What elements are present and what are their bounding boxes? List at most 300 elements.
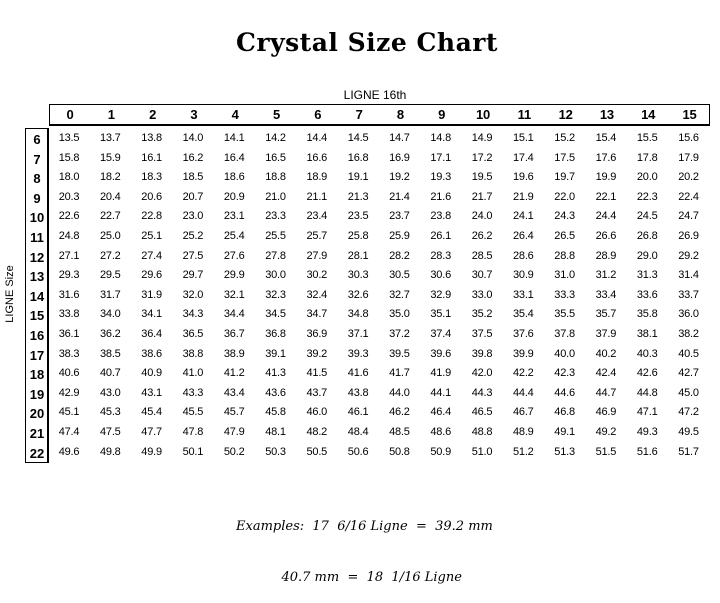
- table-cell: 27.1: [58, 249, 80, 262]
- table-cell: 48.4: [347, 426, 369, 438]
- row-header-cell: 6: [33, 132, 41, 147]
- table-cell: 18.2: [99, 171, 121, 184]
- table-cell: 31.7: [99, 288, 121, 301]
- table-cell: 21.6: [430, 190, 451, 203]
- table-cell: 19.3: [430, 171, 451, 184]
- column-header-cell: 11: [517, 107, 531, 122]
- table-cell: 20.6: [141, 190, 162, 203]
- table-cell: 23.0: [182, 210, 204, 223]
- table-cell: 22.6: [58, 210, 80, 223]
- column-header-cell: 14: [641, 107, 656, 122]
- table-cell: 27.4: [141, 249, 162, 262]
- table-cell: 43.7: [306, 386, 328, 399]
- table-cell: 45.0: [678, 386, 699, 399]
- table-cell: 28.5: [471, 249, 493, 262]
- table-cell: 50.1: [182, 445, 204, 458]
- table-cell: 49.6: [58, 445, 80, 458]
- table-cell: 16.1: [141, 151, 162, 164]
- table-cell: 17.1: [430, 151, 451, 164]
- column-header-cell: 9: [438, 107, 446, 122]
- table-cell: 47.7: [141, 426, 162, 438]
- table-cell: 27.2: [99, 249, 121, 262]
- table-cell: 51.2: [512, 445, 534, 458]
- table-cell: 40.0: [554, 347, 575, 360]
- table-cell: 25.0: [99, 230, 121, 242]
- table-cell: 22.7: [99, 210, 121, 223]
- table-cell: 43.1: [141, 386, 162, 399]
- table-cell: 41.6: [347, 367, 369, 380]
- table-cell: 31.9: [141, 288, 162, 301]
- table-cell: 25.4: [223, 230, 245, 242]
- examples-note: [236, 484, 493, 603]
- table-cell: 32.1: [223, 288, 245, 301]
- table-cell: 36.0: [678, 308, 699, 321]
- table-cell: 30.2: [306, 269, 328, 282]
- row-header-cell: 14: [29, 288, 45, 304]
- column-header-row: [49, 104, 710, 126]
- column-header-cell: 10: [475, 107, 491, 122]
- table-cell: 29.5: [99, 269, 121, 282]
- row-header-cell: 21: [29, 426, 45, 441]
- row-header-cell: 19: [29, 386, 45, 402]
- table-cell: 27.5: [182, 249, 204, 262]
- table-cell: 14.2: [265, 132, 286, 144]
- table-cell: 28.1: [347, 249, 369, 262]
- table-cell: 30.5: [389, 269, 410, 282]
- table-cell: 26.6: [595, 230, 617, 242]
- table-cell: 48.2: [306, 426, 328, 438]
- table-cell: 16.5: [265, 151, 286, 164]
- table-cell: 19.9: [595, 171, 617, 184]
- table-cell: 46.7: [512, 406, 534, 419]
- table-cell: 44.0: [389, 386, 410, 399]
- table-cell: 22.4: [678, 190, 699, 203]
- table-cell: 26.9: [678, 230, 699, 242]
- table-cell: 50.2: [223, 445, 245, 458]
- table-cell: 48.8: [471, 426, 493, 438]
- table-cell: 39.8: [471, 347, 493, 360]
- table-cell: 23.5: [347, 210, 369, 223]
- table-cell: 21.3: [347, 190, 369, 203]
- table-cell: 35.0: [389, 308, 410, 321]
- table-cell: 17.8: [636, 151, 658, 164]
- table-cell: 33.6: [636, 288, 658, 301]
- table-cell: 23.3: [265, 210, 286, 223]
- table-cell: 14.4: [306, 132, 328, 144]
- table-cell: 19.7: [554, 171, 575, 184]
- table-cell: 20.7: [182, 190, 204, 203]
- table-cell: 24.3: [554, 210, 575, 223]
- table-cell: 51.0: [471, 445, 493, 458]
- table-cell: 41.7: [389, 367, 410, 380]
- table-cell: 18.5: [182, 171, 204, 184]
- table-cell: 21.9: [512, 190, 534, 203]
- row-header-cell: 13: [29, 269, 45, 285]
- table-cell: 42.7: [678, 367, 699, 380]
- table-cell: 18.6: [223, 171, 245, 184]
- table-cell: 37.4: [430, 328, 451, 340]
- table-cell: 14.0: [182, 132, 204, 144]
- table-cell: 35.4: [512, 308, 534, 321]
- row-header-cell: 11: [30, 230, 44, 245]
- table-cell: 39.6: [430, 347, 451, 360]
- table-cell: 40.6: [58, 367, 80, 380]
- table-cell: 20.9: [223, 190, 245, 203]
- table-cell: 36.7: [223, 328, 245, 340]
- table-cell: 25.9: [389, 230, 410, 242]
- table-cell: 22.8: [141, 210, 162, 223]
- table-cell: 41.5: [306, 367, 328, 380]
- table-cell: 38.3: [58, 347, 80, 360]
- table-cell: 37.8: [554, 328, 575, 340]
- table-cell: 45.5: [182, 406, 204, 419]
- table-cell: 39.9: [512, 347, 534, 360]
- table-cell: 27.9: [306, 249, 328, 262]
- table-cell: 22.0: [554, 190, 575, 203]
- table-cell: 48.1: [265, 426, 286, 438]
- table-cell: 32.9: [430, 288, 451, 301]
- row-header-cell: 20: [29, 406, 45, 422]
- table-cell: 41.0: [182, 367, 204, 380]
- table-cell: 46.5: [471, 406, 493, 419]
- table-cell: 24.5: [636, 210, 658, 223]
- table-cell: 43.8: [347, 386, 369, 399]
- table-cell: 42.0: [471, 367, 493, 380]
- table-cell: 25.7: [306, 230, 328, 242]
- table-cell: 26.2: [471, 230, 493, 242]
- table-cell: 25.2: [182, 230, 204, 242]
- table-cell: 35.2: [471, 308, 493, 321]
- table-cell: 47.9: [223, 426, 245, 438]
- table-cell: 34.7: [306, 308, 328, 321]
- table-cell: 44.3: [471, 386, 493, 399]
- table-cell: 20.2: [678, 171, 699, 184]
- table-cell: 36.2: [99, 328, 121, 340]
- table-cell: 15.9: [99, 151, 121, 164]
- table-cell: 40.9: [141, 367, 162, 380]
- table-cell: 24.1: [512, 210, 534, 223]
- column-axis-label: LIGNE 16th: [343, 88, 407, 102]
- table-cell: 22.3: [636, 190, 658, 203]
- table-cell: 15.5: [636, 132, 658, 144]
- table-cell: 37.6: [512, 328, 534, 340]
- table-cell: 39.1: [265, 347, 286, 360]
- table-cell: 25.1: [141, 230, 162, 242]
- table-cell: 39.3: [347, 347, 369, 360]
- table-cell: 31.2: [595, 269, 617, 282]
- table-cell: 14.1: [223, 132, 245, 144]
- table-cell: 36.1: [58, 328, 80, 340]
- table-cell: 14.5: [347, 132, 369, 144]
- column-header-cell: 15: [682, 107, 697, 122]
- table-cell: 48.5: [389, 426, 410, 438]
- table-cell: 50.6: [347, 445, 369, 458]
- table-cell: 16.2: [182, 151, 204, 164]
- table-cell: 41.9: [430, 367, 451, 380]
- table-cell: 51.5: [595, 445, 617, 458]
- page-title: Crystal Size Chart: [236, 28, 498, 57]
- table-cell: 28.3: [430, 249, 451, 262]
- table-cell: 15.6: [678, 132, 699, 144]
- table-cell: 34.1: [141, 308, 162, 321]
- example-line-2: 40.7 mm = 18 1/16 Ligne: [236, 570, 462, 585]
- table-cell: 17.9: [678, 151, 699, 164]
- table-cell: 24.0: [471, 210, 493, 223]
- table-cell: 29.9: [223, 269, 245, 282]
- column-header-cell: 7: [355, 107, 363, 122]
- row-header-cell: 12: [29, 249, 45, 265]
- table-cell: 41.3: [265, 367, 286, 380]
- table-cell: 24.8: [58, 230, 80, 242]
- table-cell: 42.4: [595, 367, 617, 380]
- table-cell: 49.1: [554, 426, 575, 438]
- table-cell: 32.0: [182, 288, 204, 301]
- table-cell: 18.3: [141, 171, 162, 184]
- table-cell: 45.8: [265, 406, 286, 419]
- table-cell: 38.2: [678, 328, 699, 340]
- table-cell: 49.3: [636, 426, 658, 438]
- row-header-cell: 10: [29, 210, 45, 226]
- table-cell: 17.2: [471, 151, 493, 164]
- table-cell: 28.8: [554, 249, 575, 262]
- table-cell: 35.7: [595, 308, 617, 321]
- table-cell: 50.9: [430, 445, 451, 458]
- table-cell: 42.3: [554, 367, 575, 380]
- table-cell: 35.1: [430, 308, 451, 321]
- table-cell: 43.3: [182, 386, 204, 399]
- table-cell: 38.8: [182, 347, 204, 360]
- table-cell: 17.6: [595, 151, 617, 164]
- table-cell: 23.4: [306, 210, 328, 223]
- table-cell: 18.0: [58, 171, 80, 184]
- table-cell: 15.2: [554, 132, 575, 144]
- table-cell: 30.9: [512, 269, 534, 282]
- table-cell: 45.1: [58, 406, 80, 419]
- table-cell: 13.5: [58, 132, 80, 144]
- table-cell: 49.5: [678, 426, 699, 438]
- table-cell: 31.3: [636, 269, 658, 282]
- table-cell: 36.9: [306, 328, 328, 340]
- table-cell: 33.8: [58, 308, 80, 321]
- table-cell: 32.7: [389, 288, 410, 301]
- table-cell: 49.2: [595, 426, 617, 438]
- table-cell: 46.1: [347, 406, 369, 419]
- table-cell: 49.8: [99, 445, 121, 458]
- row-header-cell: 9: [33, 190, 41, 206]
- table-cell: 16.6: [306, 151, 328, 164]
- table-cell: 26.8: [636, 230, 658, 242]
- table-cell: 34.3: [182, 308, 204, 321]
- table-cell: 47.5: [99, 426, 121, 438]
- table-cell: 19.6: [512, 171, 534, 184]
- table-cell: 37.5: [471, 328, 493, 340]
- table-cell: 31.4: [678, 269, 699, 282]
- table-cell: 39.2: [306, 347, 328, 360]
- table-cell: 37.1: [347, 328, 369, 340]
- column-header-cell: 8: [396, 107, 404, 122]
- table-cell: 31.6: [58, 288, 80, 301]
- table-cell: 19.2: [389, 171, 410, 184]
- table-cell: 16.9: [389, 151, 410, 164]
- table-cell: 36.5: [182, 328, 204, 340]
- table-cell: 33.4: [595, 288, 617, 301]
- table-cell: 30.6: [430, 269, 451, 282]
- table-cell: 51.7: [678, 445, 699, 458]
- row-header-cell: 8: [33, 171, 41, 187]
- row-header-cell: 15: [29, 308, 45, 324]
- table-cell: 37.2: [389, 328, 410, 340]
- table-cell: 42.2: [512, 367, 534, 380]
- column-header-cell: 4: [231, 107, 239, 122]
- table-cell: 32.3: [265, 288, 286, 301]
- table-cell: 42.9: [58, 386, 80, 399]
- table-cell: 33.1: [512, 288, 534, 301]
- table-cell: 14.9: [471, 132, 493, 144]
- table-cell: 38.9: [223, 347, 245, 360]
- table-cell: 40.3: [636, 347, 658, 360]
- column-header-cell: 2: [149, 107, 157, 122]
- table-cell: 48.6: [430, 426, 451, 438]
- table-cell: 15.4: [595, 132, 617, 144]
- table-cell: 44.8: [636, 386, 658, 399]
- table-cell: 28.9: [595, 249, 617, 262]
- table-cell: 34.4: [223, 308, 245, 321]
- table-cell: 16.8: [347, 151, 369, 164]
- table-cell: 33.0: [471, 288, 493, 301]
- row-header-cell: 17: [29, 347, 45, 363]
- table-cell: 44.7: [595, 386, 617, 399]
- column-header-cell: 6: [314, 107, 322, 122]
- table-cell: 28.2: [389, 249, 410, 262]
- table-cell: 47.1: [636, 406, 658, 419]
- row-axis-label-container: [3, 264, 17, 324]
- table-cell: 51.6: [636, 445, 658, 458]
- table-cell: 15.1: [512, 132, 534, 144]
- table-cell: 46.8: [554, 406, 575, 419]
- table-cell: 35.5: [554, 308, 575, 321]
- table-cell: 29.2: [678, 249, 699, 262]
- table-cell: 40.2: [595, 347, 617, 360]
- table-cell: 34.5: [265, 308, 286, 321]
- row-header-column: [25, 128, 49, 463]
- table-cell: 46.4: [430, 406, 451, 419]
- table-cell: 16.4: [223, 151, 245, 164]
- table-cell: 43.0: [99, 386, 121, 399]
- table-cell: 40.7: [99, 367, 121, 380]
- table-cell: 17.4: [512, 151, 534, 164]
- table-cell: 29.3: [58, 269, 80, 282]
- table-cell: 23.1: [223, 210, 245, 223]
- row-header-cell: 16: [29, 328, 45, 343]
- table-cell: 27.6: [223, 249, 245, 262]
- table-cell: 25.5: [265, 230, 286, 242]
- table-cell: 45.4: [141, 406, 162, 419]
- table-cell: 28.6: [512, 249, 534, 262]
- table-cell: 29.6: [141, 269, 162, 282]
- table-cell: 43.6: [265, 386, 286, 399]
- table-cell: 34.8: [347, 308, 369, 321]
- row-header-cell: 7: [33, 151, 41, 167]
- table-cell: 45.7: [223, 406, 245, 419]
- table-cell: 51.3: [554, 445, 575, 458]
- column-header-cell: 3: [190, 107, 198, 122]
- table-cell: 23.8: [430, 210, 451, 223]
- column-header-cell: 0: [66, 107, 74, 122]
- table-cell: 21.7: [471, 190, 493, 203]
- table-cell: 44.6: [554, 386, 575, 399]
- table-cell: 32.6: [347, 288, 369, 301]
- table-cell: 41.2: [223, 367, 245, 380]
- column-header-cell: 12: [558, 107, 573, 122]
- table-cell: 18.9: [306, 171, 328, 184]
- table-cell: 21.1: [306, 190, 328, 203]
- table-cell: 44.1: [430, 386, 451, 399]
- table-cell: 27.8: [265, 249, 286, 262]
- table-cell: 20.4: [99, 190, 121, 203]
- table-cell: 33.7: [678, 288, 699, 301]
- table-cell: 13.7: [99, 132, 121, 144]
- table-cell: 20.0: [636, 171, 658, 184]
- table-cell: 49.9: [141, 445, 162, 458]
- row-axis-label: LIGNE Size: [4, 265, 16, 323]
- row-header-cell: 22: [29, 445, 45, 461]
- table-cell: 45.3: [99, 406, 121, 419]
- table-cell: 42.6: [636, 367, 658, 380]
- table-cell: 38.5: [99, 347, 121, 360]
- table-cell: 15.8: [58, 151, 80, 164]
- example-line-1: Examples: 17 6/16 Ligne = 39.2 mm: [236, 519, 493, 534]
- table-cell: 17.5: [554, 151, 575, 164]
- table-cell: 14.8: [430, 132, 451, 144]
- table-cell: 14.7: [389, 132, 410, 144]
- table-cell: 26.5: [554, 230, 575, 242]
- table-cell: 40.5: [678, 347, 699, 360]
- table-cell: 46.2: [389, 406, 410, 419]
- table-cell: 35.8: [636, 308, 658, 321]
- size-table: [49, 128, 710, 463]
- table-cell: 21.0: [265, 190, 286, 203]
- table-cell: 33.3: [554, 288, 575, 301]
- table-cell: 44.4: [512, 386, 534, 399]
- table-cell: 24.7: [678, 210, 699, 223]
- table-cell: 23.7: [389, 210, 410, 223]
- table-cell: 30.3: [347, 269, 369, 282]
- table-cell: 24.4: [595, 210, 617, 223]
- table-cell: 36.8: [265, 328, 286, 340]
- table-cell: 32.4: [306, 288, 328, 301]
- table-cell: 19.1: [347, 171, 369, 184]
- table-cell: 25.8: [347, 230, 369, 242]
- table-cell: 30.7: [471, 269, 493, 282]
- table-cell: 19.5: [471, 171, 493, 184]
- table-cell: 50.5: [306, 445, 328, 458]
- table-cell: 38.6: [141, 347, 162, 360]
- table-cell: 13.8: [141, 132, 162, 144]
- table-cell: 29.7: [182, 269, 204, 282]
- table-cell: 18.8: [265, 171, 286, 184]
- table-cell: 26.4: [512, 230, 534, 242]
- table-cell: 46.9: [595, 406, 617, 419]
- table-cell: 50.8: [389, 445, 410, 458]
- table-cell: 46.0: [306, 406, 328, 419]
- table-cell: 47.8: [182, 426, 204, 438]
- table-cell: 50.3: [265, 445, 286, 458]
- table-cell: 43.4: [223, 386, 245, 399]
- table-cell: 20.3: [58, 190, 80, 203]
- table-cell: 39.5: [389, 347, 410, 360]
- table-cell: 38.1: [636, 328, 658, 340]
- table-cell: 47.2: [678, 406, 699, 419]
